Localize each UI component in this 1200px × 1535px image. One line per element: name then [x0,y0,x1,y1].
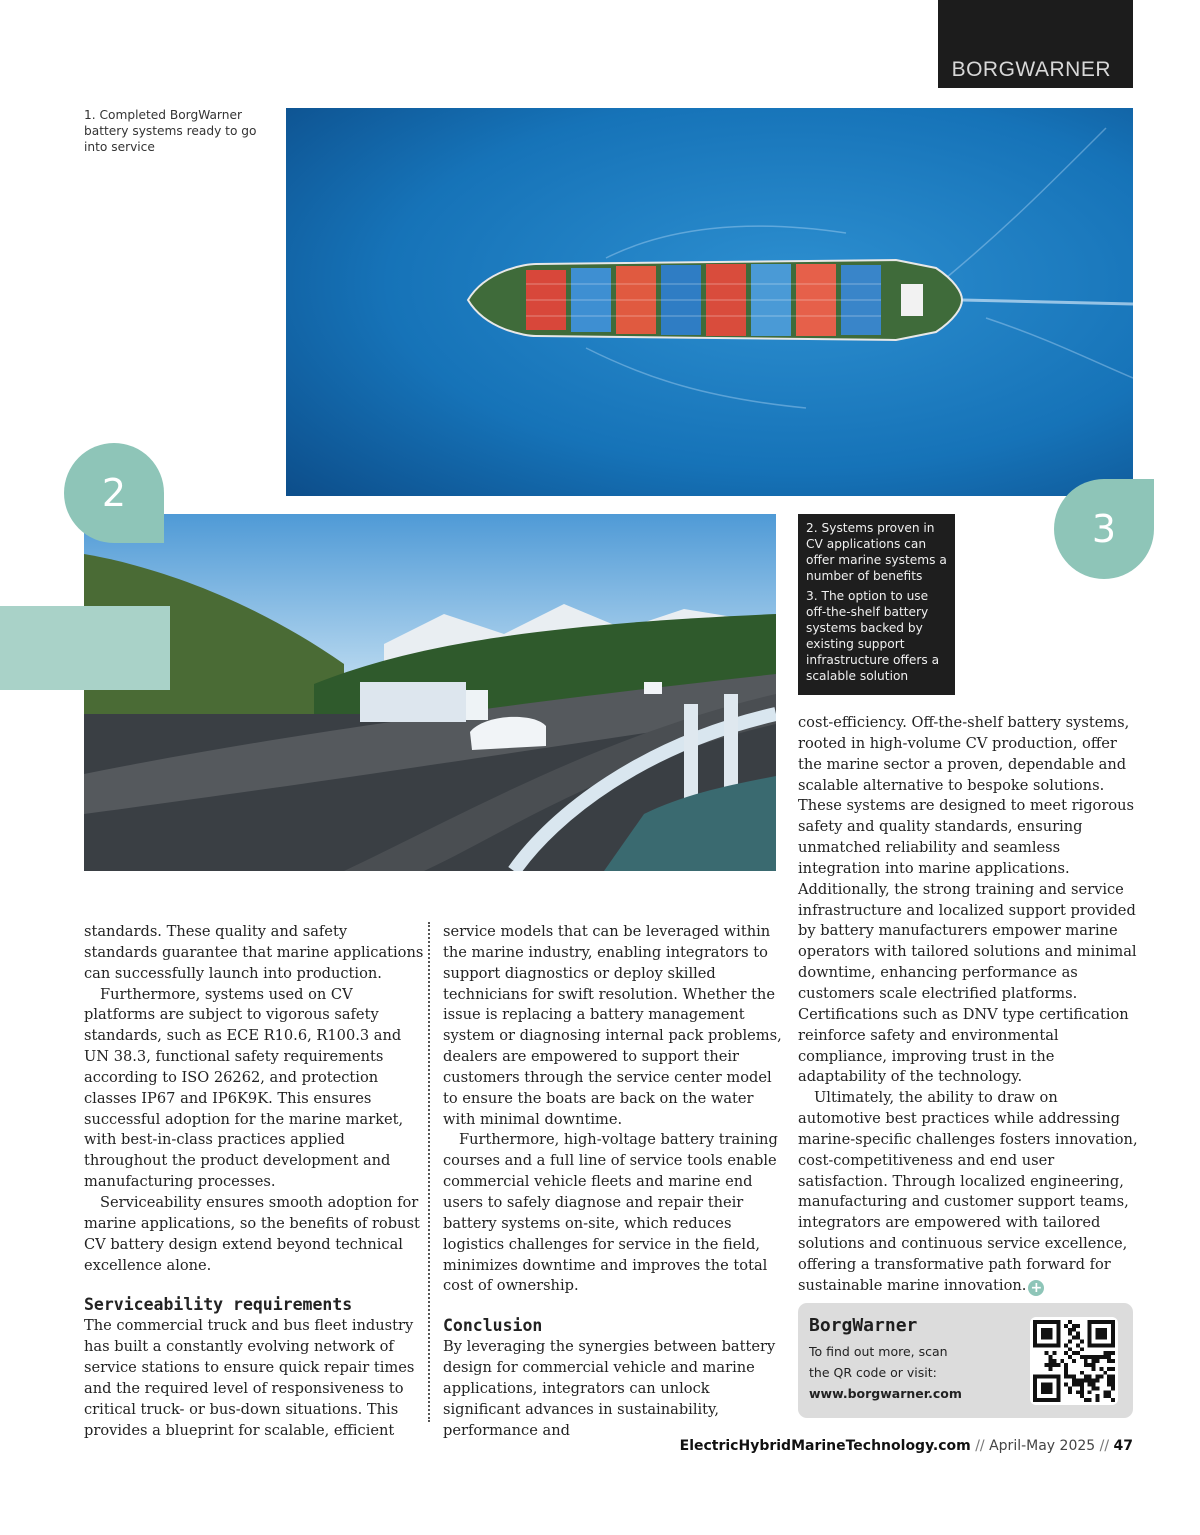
section-heading-conclusion: Conclusion [443,1316,543,1336]
info-box [798,1303,1133,1418]
website-link[interactable]: www.borgwarner.com [809,1386,962,1401]
paragraph: service models that can be leveraged within the marine industry, enabling integrators to support diagnostics or deploy skilled technicians for swift resolution. Whether the issue is replacing a battery management system or diagnosing internal pack problems, dealers are empowered to support their customers through the service center model to ensure the boats are back on the water with minimal downtime. [443,923,782,1128]
end-of-article-plus-icon: + [1028,1280,1044,1296]
caption-box [798,514,955,695]
paragraph: Serviceability ensures smooth adoption for marine applications, so the benefits of robust CV battery design extend beyond technical excellence alone. [84,1193,420,1274]
paragraph: Furthermore, high-voltage battery training courses and a full line of service tools enable commercial vehicle fleets and marine end users to safely diagnose and repair their battery systems on-site, which reduces logistics challenges for service in the field, minimizes downtime and improves the total cost of ownership. [443,1131,778,1295]
caption-1: 1. Completed BorgWarner battery systems ready to go into service [84,108,257,154]
info-box-instructions: To find out more, scan the QR code or visit: [809,1344,948,1380]
section-heading-serviceability: Serviceability requirements [84,1295,353,1315]
paragraph: standards. These quality and safety standards guarantee that marine applications can successfully launch into production. [84,923,424,982]
footer-issue: April-May 2025 [989,1438,1096,1454]
brand-tab [938,0,1133,88]
footer-separator: // [1095,1438,1114,1454]
column-divider [428,922,430,1422]
paragraph: cost-efficiency. Off-the-shelf battery systems, rooted in high-volume CV production, offer the marine sector a proven, dependable and scalable alternative to bespoke solutions. These systems are designed to meet rigorous safety and quality standards, ensuring unmatched reliability and seamless integration into marine applications. Additionally, the strong training and service infrastructure and localized support provided by battery manufacturers empower marine operators with tailored solutions and minimal downtime, enhancing performance as customers scale electrified platforms. Certifications such as DNV type certification reinforce safety and environmental compliance, improving trust in the adaptability of the technology. [798,714,1137,1086]
article-column-3 [798,713,1138,1297]
article-column-2 [443,922,783,1441]
footer-separator: // [970,1438,990,1454]
figure-badge-2: 2 [64,443,164,543]
info-box-title: BorgWarner [809,1315,918,1336]
caption-3: 3. The option to use off-the-shelf battery systems backed by existing support infrastructure offers a scalable solution [806,589,940,683]
paragraph: Furthermore, systems used on CV platforms are subject to vigorous safety standards, such as ECE R10.6, R100.3 and UN 38.3, functional safety requirements according to ISO 26262, and protection classes IP67 and IP6K9K. This ensures successful adoption for the marine market, with best-in-class practices applied throughout the product development and manufacturing processes. [84,985,404,1191]
figure-badge-3: 3 [1054,479,1154,579]
paragraph: By leveraging the synergies between battery design for commercial vehicle and marine applications, integrators can unlock significant advances in sustainability, performance and [443,1338,776,1439]
decorative-teal-block [0,606,170,690]
paragraph: The commercial truck and bus fleet industry has built a constantly evolving network of service stations to ensure quick repair times and the required level of responsiveness to critical truck- or bus-down situations. This provides a blueprint for scalable, efficient [84,1317,415,1439]
paragraph-text: Ultimately, the ability to draw on automotive best practices while addressing marine-specific challenges fosters innovation, cost-competitiveness and end user satisfaction. Through localized engineering, manufacturing and customer support teams, integrators are empowered with tailored solutions and continuous service excellence, offering a transformative path forward for sustainable marine innovation. [798,1089,1138,1294]
brand-label: BORGWARNER [951,58,1111,81]
footer-site: ElectricHybridMarineTechnology.com [679,1438,971,1454]
qr-code-icon[interactable] [1030,1317,1118,1405]
page-footer [680,1438,1133,1454]
page-number: 47 [1113,1438,1133,1454]
highway-bridge-photo [84,514,776,871]
container-ship-photo [286,108,1133,496]
info-box-text [809,1341,969,1404]
paragraph [798,1088,1138,1296]
caption-2: 2. Systems proven in CV applications can offer marine systems a number of benefits [806,521,947,583]
article-column-1 [84,922,424,1441]
